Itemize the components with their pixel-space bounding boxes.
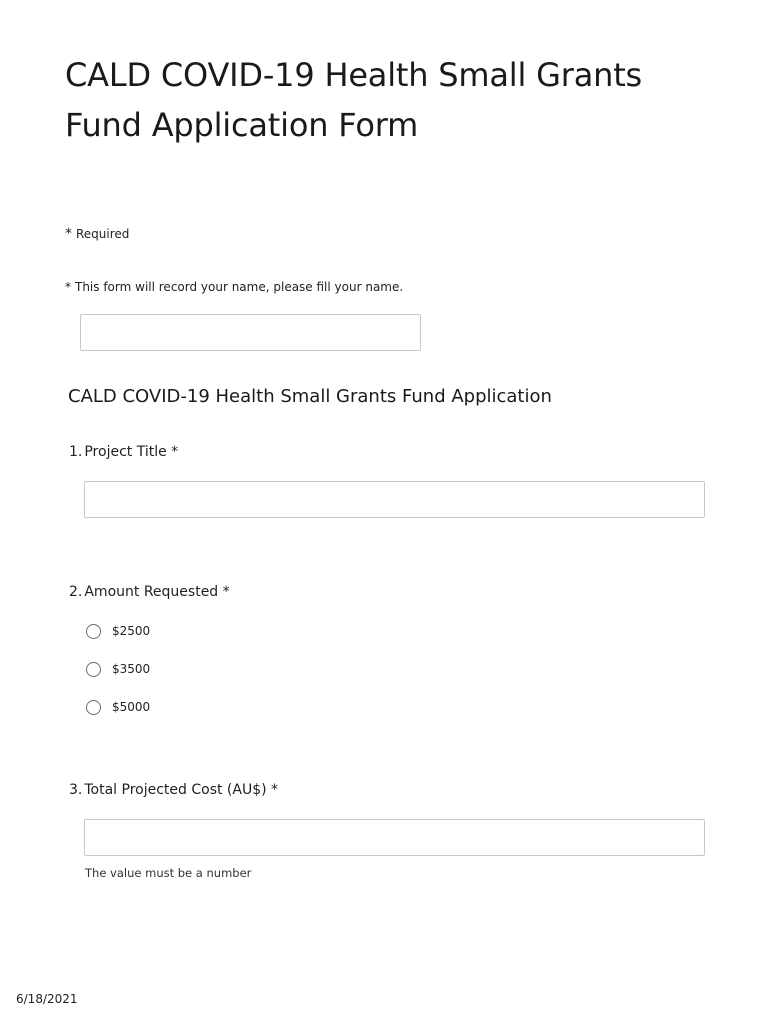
- radio-circle-icon[interactable]: [86, 700, 101, 715]
- total-projected-cost-input[interactable]: [84, 819, 705, 856]
- radio-circle-icon[interactable]: [86, 662, 101, 677]
- section-title: CALD COVID-19 Health Small Grants Fund Application: [68, 386, 552, 407]
- radio-label[interactable]: $2500: [112, 624, 151, 638]
- required-star: *: [271, 782, 279, 798]
- required-star: *: [171, 444, 179, 460]
- form-title: CALD COVID-19 Health Small Grants Fund Application Form: [65, 56, 643, 144]
- required-star: *: [222, 584, 230, 600]
- print-date: 6/18/2021: [16, 992, 78, 1006]
- name-note-text: This form will record your name, please fill your name.: [75, 280, 404, 294]
- question-label: Amount Requested: [84, 584, 219, 600]
- question-project-title: [69, 444, 178, 460]
- question-total-projected-cost: [69, 782, 278, 798]
- amount-option-2500[interactable]: [86, 621, 150, 641]
- required-star: *: [65, 226, 72, 242]
- amount-option-3500[interactable]: [86, 659, 150, 679]
- question-number: 2.: [69, 584, 83, 600]
- required-note: [65, 226, 129, 242]
- question-label: Total Projected Cost (AU$): [84, 782, 267, 798]
- radio-circle-icon[interactable]: [86, 624, 101, 639]
- question-amount-requested: [69, 584, 230, 600]
- project-title-input[interactable]: [84, 481, 705, 518]
- question-number: 3.: [69, 782, 83, 798]
- question-label: Project Title: [84, 444, 167, 460]
- validation-hint: The value must be a number: [85, 866, 252, 880]
- radio-label[interactable]: $3500: [112, 662, 151, 676]
- name-input[interactable]: [80, 314, 421, 351]
- radio-label[interactable]: $5000: [112, 700, 151, 714]
- question-number: 1.: [69, 444, 83, 460]
- name-note: [65, 280, 403, 294]
- required-label: Required: [76, 227, 130, 241]
- amount-option-5000[interactable]: [86, 697, 150, 717]
- name-required-star: *: [65, 280, 71, 294]
